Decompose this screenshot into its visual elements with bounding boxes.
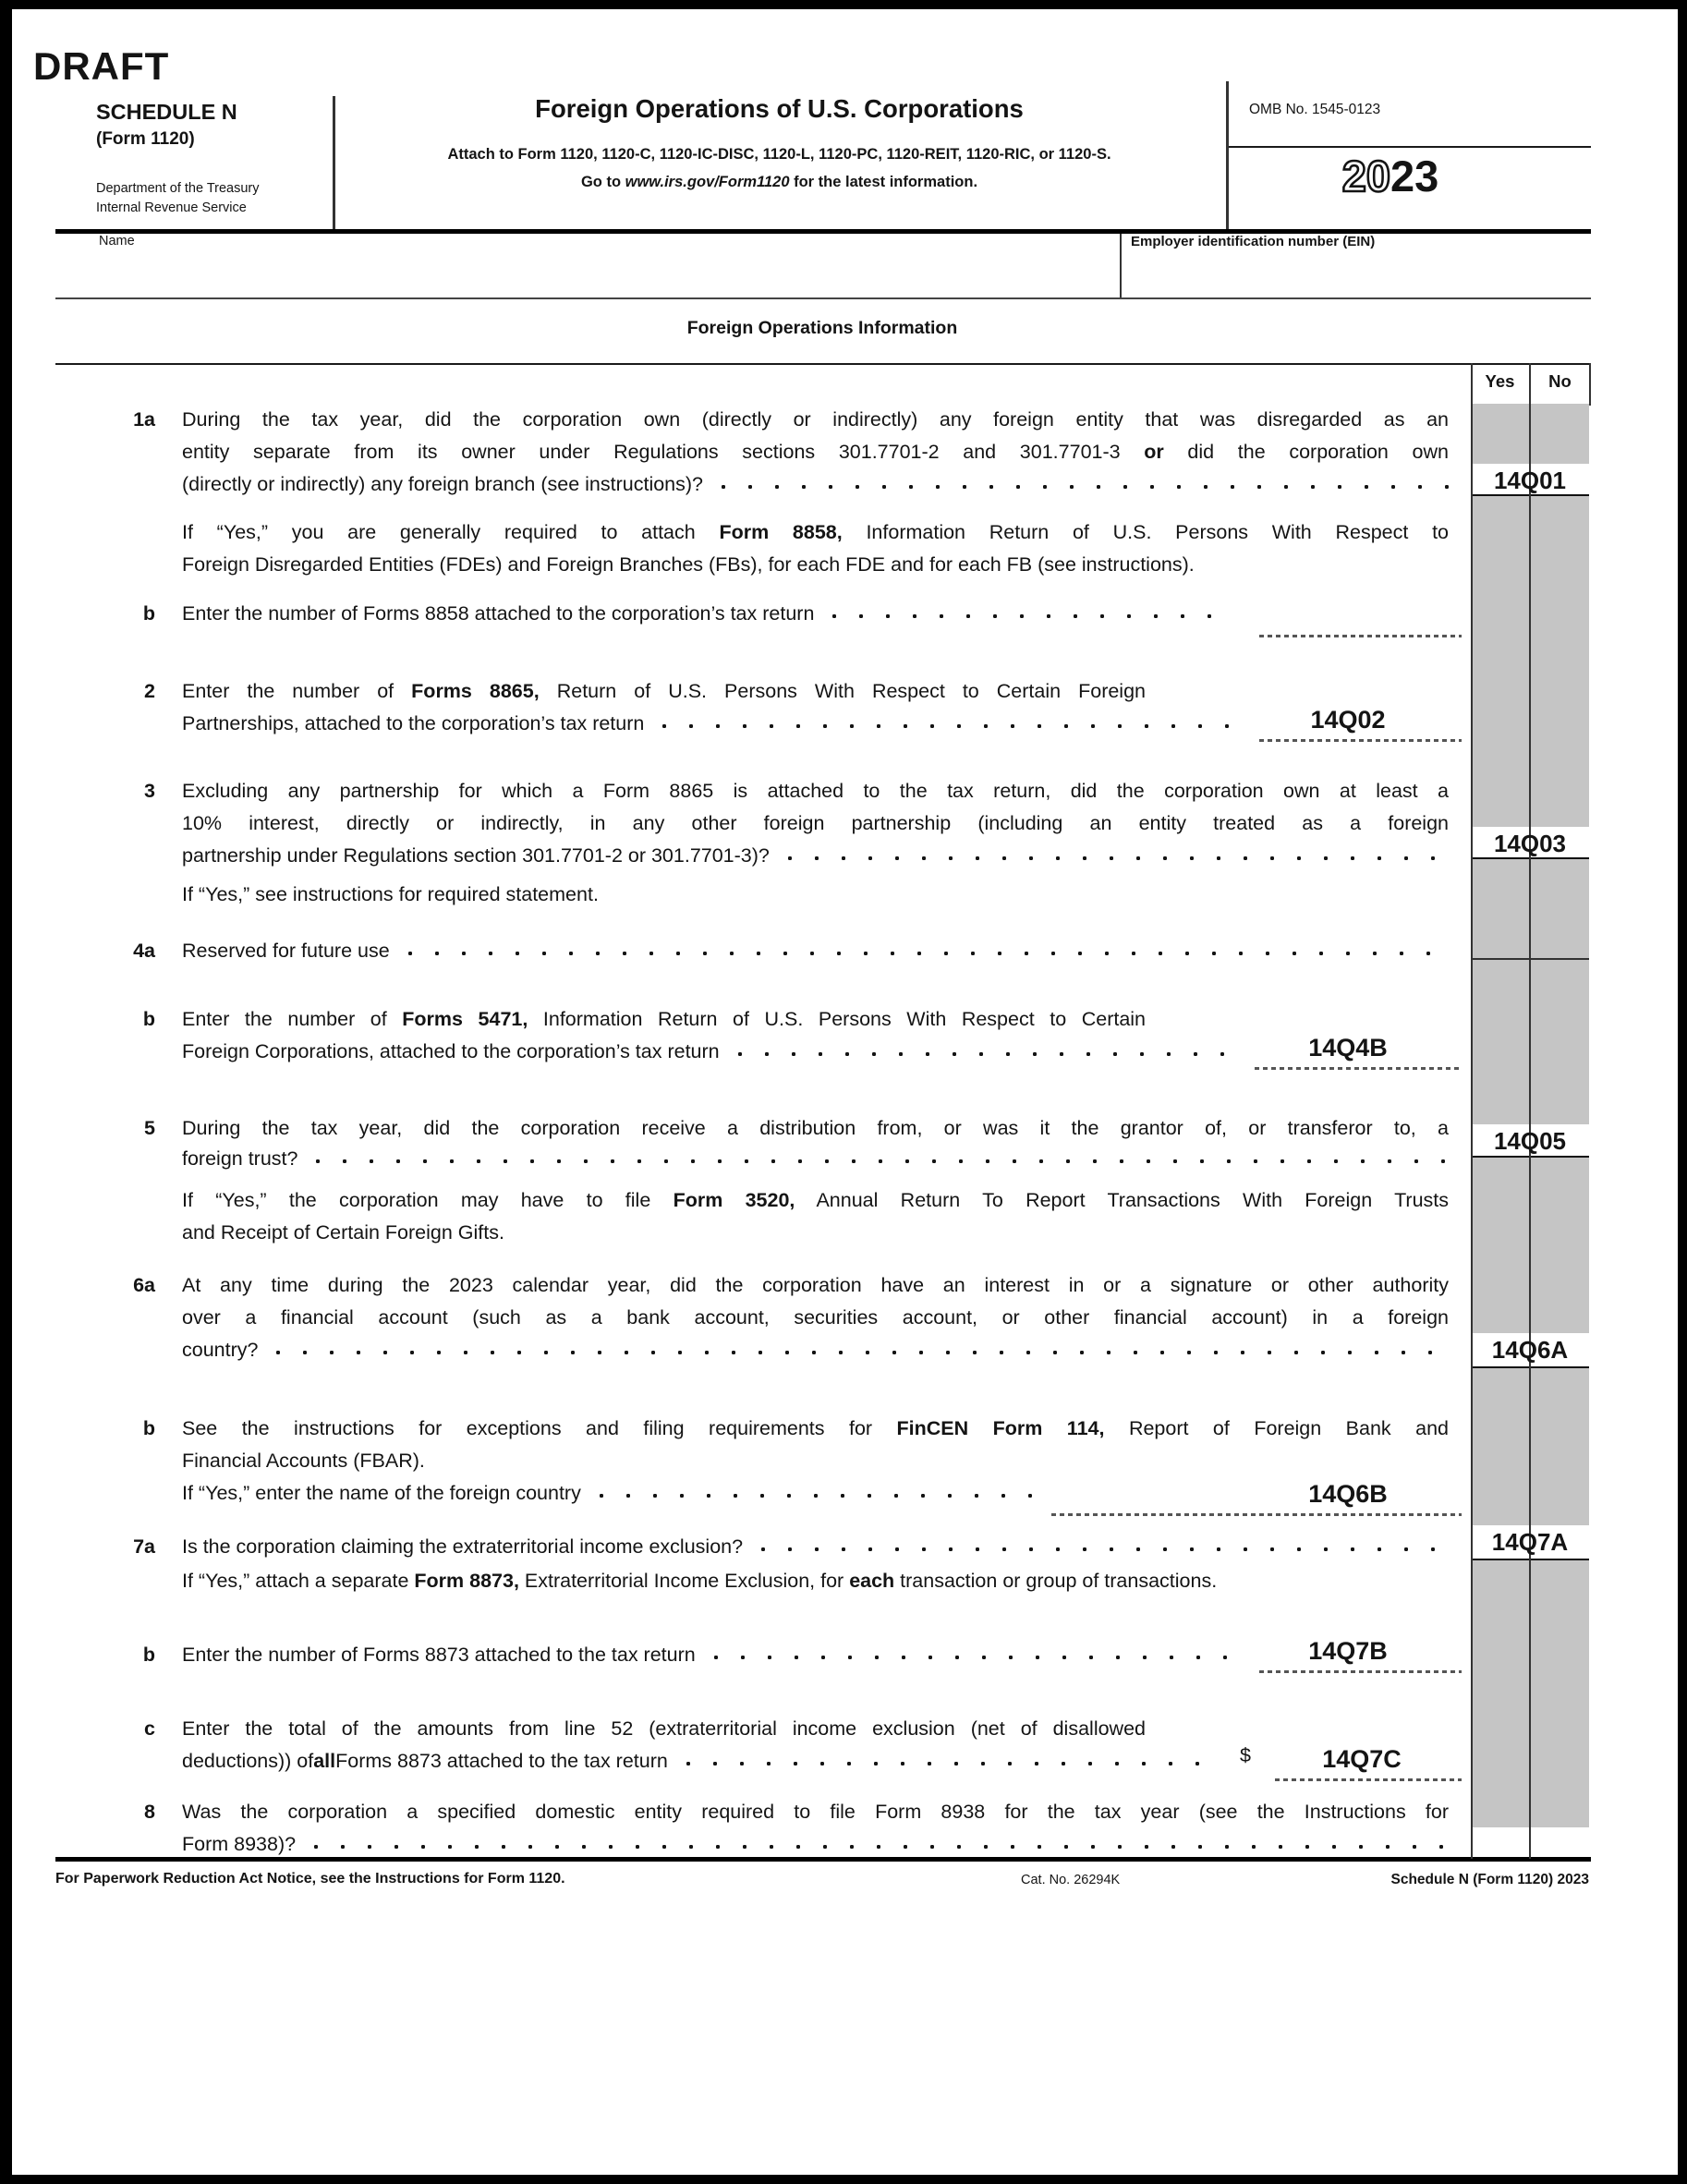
irs-url: www.irs.gov/Form1120 xyxy=(625,174,790,190)
omb-divider xyxy=(1226,146,1591,148)
q1a-l2-bold: or xyxy=(1144,441,1164,463)
answer-blank-7c[interactable] xyxy=(1275,1778,1462,1781)
question-4b-line-2 xyxy=(182,1041,1229,1062)
q3-l3-text: partnership under Regulations section 301.7701-2 or 301.7701-3)? xyxy=(182,844,770,867)
q1a-l2-text: entity separate from its owner under Regulations sections 301.7701-2 and 301.7701-3 xyxy=(182,441,1145,463)
form-title: Foreign Operations of U.S. Corporations xyxy=(535,94,1024,123)
goto-pre: Go to xyxy=(580,174,625,190)
tax-year-outline: 20 xyxy=(1341,152,1390,200)
question-1b-line xyxy=(182,603,1229,624)
no-column-header: No xyxy=(1548,371,1572,391)
attach-instruction: Attach to Form 1120, 1120-C, 1120-IC-DISC, 1120-L, 1120-PC, 1120-REIT, 1120-RIC, or 1120-S. xyxy=(447,146,1111,163)
page-border-bottom xyxy=(0,2175,1687,2184)
question-5-line-1: During the tax year, did the corporation receive a distribution from, or was it the grantor of, or transferor to, a xyxy=(182,1117,1449,1139)
dotted-leader xyxy=(274,1340,1449,1360)
q7a-form-8873: Form 8873, xyxy=(414,1570,519,1592)
goto-post: for the latest information. xyxy=(789,174,978,190)
question-1a-line-1: During the tax year, did the corporation own (directly or indirectly) any foreign entity that was disregarded as an xyxy=(182,408,1449,431)
q6b-fincen-114: FinCEN Form 114, xyxy=(896,1417,1105,1439)
form-number-label: (Form 1120) xyxy=(96,129,195,149)
goto-instruction xyxy=(333,174,1226,191)
question-number-2: 2 xyxy=(144,680,155,702)
dollar-sign: $ xyxy=(1240,1744,1251,1766)
question-5-note-1 xyxy=(182,1190,1449,1210)
answer-blank-7b[interactable] xyxy=(1259,1670,1462,1673)
q7a-note-text: If “Yes,” attach a separate xyxy=(182,1570,415,1592)
question-7a-note xyxy=(182,1571,1217,1591)
q5-form-3520: Form 3520, xyxy=(673,1189,795,1211)
irs-label: Internal Revenue Service xyxy=(96,200,247,215)
question-6a-line-1: At any time during the 2023 calendar year, did the corporation have an interest in or a signature or other authority xyxy=(182,1274,1449,1296)
dotted-leader xyxy=(720,474,1449,494)
answer-blank-4b[interactable] xyxy=(1255,1067,1460,1070)
question-4a-line xyxy=(182,940,1449,961)
question-6a-line-2: over a financial account (such as a bank account, securities account, or other financial account) in a foreign xyxy=(182,1306,1449,1329)
yes-no-column-shading xyxy=(1473,404,1589,1827)
answer-blank-6b[interactable] xyxy=(1051,1513,1462,1516)
question-6a-line-3 xyxy=(182,1340,1449,1360)
dotted-leader xyxy=(598,1483,1044,1503)
q1a-note-form-8858: Form 8858, xyxy=(719,521,843,543)
question-1a-line-2 xyxy=(182,442,1449,462)
q5-l2-text: foreign trust? xyxy=(182,1147,298,1170)
question-1a-note-2: Foreign Disregarded Entities (FDEs) and Foreign Branches (FBs), for each FDE and for each FB (see instructions). xyxy=(182,553,1195,576)
q1a-note-text: If “Yes,” you are generally required to attach xyxy=(182,521,720,543)
question-number-7c: c xyxy=(144,1717,155,1740)
table-bottom-rule xyxy=(55,1857,1591,1862)
code-14q7c: 14Q7C xyxy=(1322,1745,1402,1773)
question-number-7a: 7a xyxy=(133,1535,155,1558)
q2-forms-8865: Forms 8865, xyxy=(411,680,540,702)
question-number-3: 3 xyxy=(144,780,155,802)
question-number-5: 5 xyxy=(144,1117,155,1139)
question-7b-line xyxy=(182,1644,1229,1665)
code-14q4b: 14Q4B xyxy=(1308,1034,1388,1062)
q2-text2: Return of U.S. Persons With Respect to Certain Foreign xyxy=(539,680,1147,702)
tax-year-solid: 23 xyxy=(1390,152,1439,200)
answer-blank-1b[interactable] xyxy=(1259,635,1462,637)
name-label: Name xyxy=(99,234,135,249)
question-5-line-2 xyxy=(182,1148,1449,1169)
ein-label: Employer identification number (EIN) xyxy=(1131,234,1376,249)
question-3-line-1: Excluding any partnership for which a Form 8865 is attached to the tax return, did the corporation own at least a xyxy=(182,780,1449,802)
q5-note-text2: Annual Return To Report Transactions With Foreign Trusts xyxy=(795,1189,1449,1211)
q7a-note-text3: transaction or group of transactions. xyxy=(894,1570,1218,1592)
question-number-7b: b xyxy=(142,1644,155,1666)
question-5-note-2: and Receipt of Certain Foreign Gifts. xyxy=(182,1221,504,1244)
question-7a-line-1 xyxy=(182,1536,1449,1557)
q4a-text: Reserved for future use xyxy=(182,940,390,962)
q7b-text: Enter the number of Forms 8873 attached to the tax return xyxy=(182,1644,696,1666)
q4b-l2-text: Foreign Corporations, attached to the corporation’s tax return xyxy=(182,1040,720,1062)
question-3-line-3 xyxy=(182,845,1449,866)
q1a-l2-text2: did the corporation own xyxy=(1163,441,1449,463)
code-14q01: 14Q01 xyxy=(1493,467,1567,494)
page-border-top xyxy=(0,0,1687,9)
question-6b-line-1 xyxy=(182,1418,1449,1438)
code-14q6a: 14Q6A xyxy=(1491,1336,1569,1364)
question-3-note: If “Yes,” see instructions for required statement. xyxy=(182,883,599,905)
question-6b-line-2: Financial Accounts (FBAR). xyxy=(182,1450,425,1472)
dotted-leader xyxy=(759,1536,1449,1557)
code-14q7a: 14Q7A xyxy=(1491,1528,1569,1556)
question-6b-line-3 xyxy=(182,1483,1044,1503)
treasury-label: Department of the Treasury xyxy=(96,181,260,196)
dotted-leader xyxy=(661,713,1229,734)
question-number-4b: b xyxy=(142,1008,155,1030)
question-2-line-1 xyxy=(182,681,1146,701)
dotted-leader xyxy=(786,845,1449,866)
no-column-right-line xyxy=(1589,363,1591,406)
q1b-text: Enter the number of Forms 8858 attached to the corporation’s tax return xyxy=(182,602,815,625)
dotted-leader xyxy=(736,1041,1229,1062)
question-8-line-2 xyxy=(182,1834,1449,1854)
q7c-text: deductions)) of xyxy=(182,1750,314,1772)
question-4b-line-1 xyxy=(182,1009,1146,1029)
dotted-leader xyxy=(314,1148,1449,1169)
catalog-number: Cat. No. 26294K xyxy=(1021,1873,1121,1887)
q2-l2-text: Partnerships, attached to the corporation’s tax return xyxy=(182,712,645,734)
code-14q7b: 14Q7B xyxy=(1308,1637,1388,1665)
page-border-right xyxy=(1678,0,1687,2184)
yes-no-divider-line xyxy=(1529,363,1531,1859)
dotted-leader xyxy=(407,940,1449,961)
question-3-line-2: 10% interest, directly or indirectly, in any other foreign partnership (including an entity treated as a foreign xyxy=(182,812,1449,834)
question-2-line-2 xyxy=(182,713,1229,734)
question-number-4a: 4a xyxy=(133,940,155,962)
omb-number: OMB No. 1545-0123 xyxy=(1249,102,1381,117)
dotted-leader xyxy=(685,1751,1210,1771)
yes-column-header: Yes xyxy=(1485,371,1515,391)
question-7c-line-1: Enter the total of the amounts from line 52 (extraterritorial income exclusion (net of disallowed xyxy=(182,1717,1146,1740)
q7a-each-bold: each xyxy=(849,1570,895,1592)
yes-column-left-line xyxy=(1471,363,1473,1859)
page-border-left xyxy=(0,0,12,2184)
q7a-text: Is the corporation claiming the extraterritorial income exclusion? xyxy=(182,1535,744,1558)
question-number-1a: 1a xyxy=(133,408,155,431)
schedule-label: SCHEDULE N xyxy=(96,100,237,124)
q5-note-text: If “Yes,” the corporation may have to file xyxy=(182,1189,674,1211)
dotted-leader xyxy=(712,1644,1229,1665)
q4b-text: Enter the number of xyxy=(182,1008,403,1030)
question-1a-line-3 xyxy=(182,474,1449,494)
header-divider-left xyxy=(333,96,335,229)
table-top-rule xyxy=(55,363,1591,365)
q4b-text2: Information Return of U.S. Persons With Respect to Certain xyxy=(528,1008,1147,1030)
name-ein-divider xyxy=(1120,234,1122,297)
q4b-forms-5471: Forms 5471, xyxy=(402,1008,528,1030)
code-14q05: 14Q05 xyxy=(1493,1127,1567,1155)
question-7c-line-2 xyxy=(182,1751,1210,1771)
q7a-note-text2: Extraterritorial Income Exclusion, for xyxy=(518,1570,850,1592)
q7c-all-bold: all xyxy=(313,1750,336,1772)
paperwork-notice: For Paperwork Reduction Act Notice, see the Instructions for Form 1120. xyxy=(55,1871,565,1887)
question-8-line-1: Was the corporation a specified domestic entity required to file Form 8938 for the tax year (see the Instructions for xyxy=(182,1801,1449,1823)
q6b-text: See the instructions for exceptions and filing requirements for xyxy=(182,1417,897,1439)
header-divider-right xyxy=(1226,81,1229,229)
q2-text: Enter the number of xyxy=(182,680,412,702)
tax-year xyxy=(1256,151,1524,201)
q6a-l3-text: country? xyxy=(182,1339,259,1361)
question-number-6a: 6a xyxy=(133,1274,155,1296)
schedule-footer: Schedule N (Form 1120) 2023 xyxy=(1390,1872,1589,1887)
question-number-8: 8 xyxy=(144,1801,155,1823)
question-1a-note-1 xyxy=(182,522,1449,542)
code-14q03: 14Q03 xyxy=(1493,830,1567,857)
question-number-1b: b xyxy=(142,602,155,625)
dotted-leader xyxy=(312,1834,1449,1854)
section-title: Foreign Operations Information xyxy=(686,318,958,338)
q1a-l3-text: (directly or indirectly) any foreign branch (see instructions)? xyxy=(182,473,704,495)
q6b-text2: Report of Foreign Bank and xyxy=(1104,1417,1450,1439)
dotted-leader xyxy=(831,603,1229,624)
question-number-6b: b xyxy=(142,1417,155,1439)
name-row-rule xyxy=(55,297,1591,299)
code-14q02: 14Q02 xyxy=(1310,706,1386,734)
draft-watermark: DRAFT xyxy=(33,44,170,88)
q1a-note-text2: Information Return of U.S. Persons With Respect to xyxy=(842,521,1449,543)
code-14q6b: 14Q6B xyxy=(1308,1480,1388,1508)
q7c-text2: Forms 8873 attached to the tax return xyxy=(335,1750,668,1772)
answer-blank-2[interactable] xyxy=(1259,739,1462,742)
name-input[interactable] xyxy=(99,254,1106,291)
ein-input[interactable] xyxy=(1131,254,1584,291)
q6b-l3-text: If “Yes,” enter the name of the foreign country xyxy=(182,1482,581,1504)
q8-l2-text: Form 8938)? xyxy=(182,1833,297,1855)
